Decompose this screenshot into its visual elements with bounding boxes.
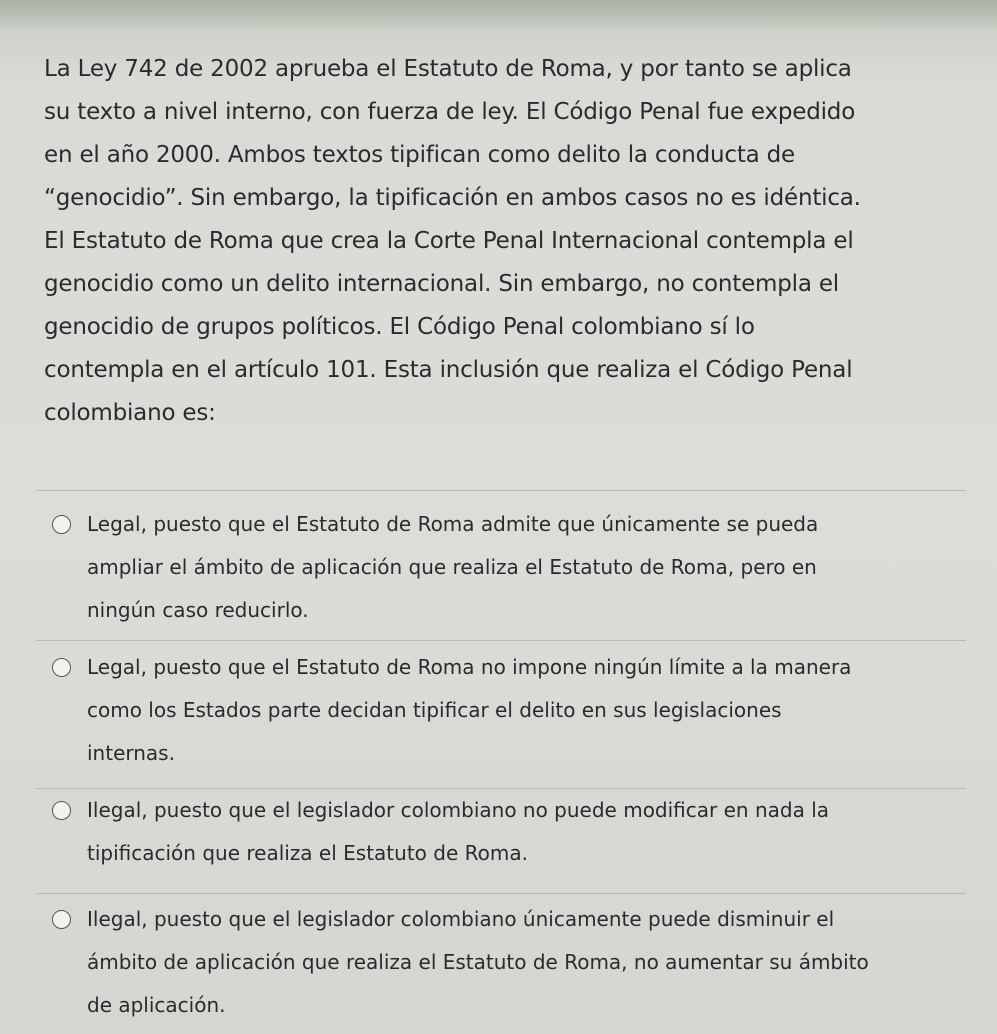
option-text: ámbito de aplicación que realiza el Estatuto de Roma, no aumentar su ámbito	[87, 950, 869, 974]
radio-button[interactable]	[52, 910, 71, 929]
screen-top-edge	[0, 0, 997, 28]
divider	[36, 893, 966, 894]
question-line: en el año 2000. Ambos textos tipifican como delito la conducta de	[44, 142, 795, 168]
answer-option-3[interactable]	[52, 789, 829, 875]
question-text	[44, 48, 861, 435]
answer-option-1[interactable]	[52, 503, 818, 632]
option-text: ningún caso reducirlo.	[87, 598, 309, 622]
divider	[36, 490, 966, 491]
option-text: internas.	[87, 741, 175, 765]
question-line: colombiano es:	[44, 400, 216, 426]
question-line: contempla en el artículo 101. Esta inclusión que realiza el Código Penal	[44, 357, 853, 383]
option-text: Legal, puesto que el Estatuto de Roma admite que únicamente se pueda	[87, 512, 819, 536]
question-line: El Estatuto de Roma que crea la Corte Penal Internacional contempla el	[44, 228, 854, 254]
divider	[36, 640, 966, 641]
radio-button[interactable]	[52, 658, 71, 677]
question-line: La Ley 742 de 2002 aprueba el Estatuto de Roma, y por tanto se aplica	[44, 56, 852, 82]
answer-option-2[interactable]	[52, 646, 851, 775]
option-text: Ilegal, puesto que el legislador colombiano únicamente puede disminuir el	[87, 907, 835, 931]
question-line: genocidio como un delito internacional. Sin embargo, no contempla el	[44, 271, 839, 297]
question-line: genocidio de grupos políticos. El Código Penal colombiano sí lo	[44, 314, 755, 340]
radio-button[interactable]	[52, 515, 71, 534]
option-text: ampliar el ámbito de aplicación que realiza el Estatuto de Roma, pero en	[87, 555, 817, 579]
radio-button[interactable]	[52, 801, 71, 820]
option-text: tipificación que realiza el Estatuto de Roma.	[87, 841, 528, 865]
question-line: “genocidio”. Sin embargo, la tipificación en ambos casos no es idéntica.	[44, 185, 861, 211]
option-text: Legal, puesto que el Estatuto de Roma no impone ningún límite a la manera	[87, 655, 852, 679]
option-text: de aplicación.	[87, 993, 226, 1017]
option-text: Ilegal, puesto que el legislador colombiano no puede modificar en nada la	[87, 798, 830, 822]
answer-option-4[interactable]	[52, 898, 869, 1027]
option-text: como los Estados parte decidan tipificar el delito en sus legislaciones	[87, 698, 782, 722]
question-line: su texto a nivel interno, con fuerza de ley. El Código Penal fue expedido	[44, 99, 856, 125]
